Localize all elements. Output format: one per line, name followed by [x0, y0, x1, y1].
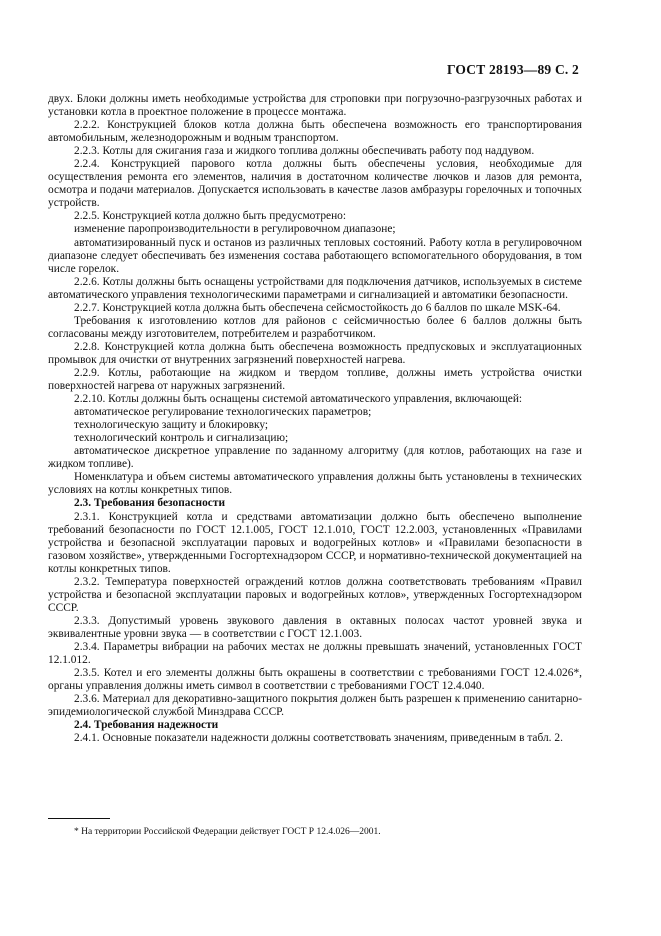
- paragraph: 2.2.4. Конструкцией парового котла должны быть обеспечены условия, необходимые для осуществления ремонта его элементов, наличия в достаточном количестве лючков и лазов для ремонта, осмотра и подачи материалов. Допускается использовать в качестве лазов амбразуры горелочных и топочных устройств.: [48, 158, 582, 210]
- paragraph: 2.3.2. Температура поверхностей ограждений котлов должна соответствовать требованиям «Правил устройства и безопасной эксплуатации паровых и водогрейных котлов», утвержденных Госгортехнадзором СССР.: [48, 575, 582, 614]
- paragraph: 2.3.1. Конструкцией котла и средствами автоматизации должно быть обеспечено выполнение требований безопасности по ГОСТ 12.1.005, ГОСТ 12.1.010, ГОСТ 12.2.003, установленных «Правилами устройства и безопасной эксплуатации паровых и водогрейных котлов» и «Правилами безопасности в газовом хозяйстве», утвержденными Госгортехнадзором СССР, и нормативно-технической документацией на котлы конкретных типов.: [48, 510, 582, 575]
- page-header: ГОСТ 28193—89 С. 2: [446, 62, 579, 77]
- paragraph: 2.2.2. Конструкцией блоков котла должна быть обеспечена возможность его транспортирования автомобильным, железнодорожным и водным транспортом.: [48, 119, 582, 145]
- paragraph: автоматизированный пуск и останов из различных тепловых состояний. Работу котла в регулировочном диапазоне следует обеспечивать без изменения состава работающего вспомогательного оборудования, в том числе горелок.: [48, 236, 582, 275]
- paragraph: 2.3.6. Материал для декоративно-защитного покрытия должен быть разрешен к применению санитарно-эпидемиологической службой Минздрава СССР.: [48, 693, 582, 719]
- paragraph: 2.2.10. Котлы должны быть оснащены системой автоматического управления, включающей:: [74, 393, 523, 406]
- paragraph: 2.3.3. Допустимый уровень звукового давления в октавных полосах частот уровней звука и эквивалентные уровни звука — в соответствии с ГОСТ 12.1.003.: [48, 614, 582, 640]
- section-heading: 2.4. Требования надежности: [74, 719, 219, 732]
- paragraph: двух. Блоки должны иметь необходимые устройства для строповки при погрузочно-разгрузочных работах и установки котла в проектное положение в процессе монтажа.: [48, 93, 582, 119]
- paragraph: 2.2.6. Котлы должны быть оснащены устройствами для подключения датчиков, используемых в системе автоматического управления технологическими параметрами и сигнализацией и автоматики безопасности.: [48, 275, 582, 301]
- paragraph: технологический контроль и сигнализацию;: [74, 432, 289, 445]
- paragraph: автоматическое регулирование технологических параметров;: [74, 406, 372, 419]
- paragraph: технологическую защиту и блокировку;: [74, 419, 269, 432]
- section-heading: 2.3. Требования безопасности: [74, 497, 226, 510]
- document-body: [48, 93, 582, 745]
- paragraph: 2.2.3. Котлы для сжигания газа и жидкого топлива должны обеспечивать работу под наддувом.: [74, 145, 535, 158]
- paragraph: автоматическое дискретное управление по заданному алгоритму (для котлов, работающих на газе и жидком топливе).: [48, 445, 582, 471]
- paragraph: 2.2.5. Конструкцией котла должно быть предусмотрено:: [74, 210, 347, 223]
- footnote: * На территории Российской Федерации действует ГОСТ Р 12.4.026—2001.: [74, 827, 381, 837]
- paragraph: 2.2.8. Конструкцией котла должна быть обеспечена возможность предпусковых и эксплуатационных промывок для очистки от внутренних загрязнений поверхностей нагрева.: [48, 340, 582, 366]
- paragraph: 2.4.1. Основные показатели надежности должны соответствовать значениям, приведенным в табл. 2.: [74, 732, 563, 745]
- paragraph: 2.2.9. Котлы, работающие на жидком и твердом топливе, должны иметь устройства очистки поверхностей нагрева от наружных загрязнений.: [48, 366, 582, 393]
- paragraph: 2.3.4. Параметры вибрации на рабочих местах не должны превышать значений, установленных ГОСТ 12.1.012.: [48, 640, 582, 667]
- footnote-divider: [48, 818, 110, 819]
- paragraph: изменение паропроизводительности в регулировочном диапазоне;: [74, 223, 396, 236]
- paragraph: Требования к изготовлению котлов для районов с сейсмичностью более 6 баллов должны быть согласованы между изготовителем, потребителем и разработчиком.: [48, 314, 582, 340]
- paragraph: 2.3.5. Котел и его элементы должны быть окрашены в соответствии с требованиями ГОСТ 12.4.026*, органы управления должны иметь символ в соответствии с требованиями ГОСТ 12.4.040.: [48, 667, 582, 693]
- paragraph: Номенклатура и объем системы автоматического управления должны быть установлены в технических условиях на котлы конкретных типов.: [48, 471, 582, 497]
- paragraph: 2.2.7. Конструкцией котла должна быть обеспечена сейсмостойкость до 6 баллов по шкале MSK-64.: [74, 301, 561, 314]
